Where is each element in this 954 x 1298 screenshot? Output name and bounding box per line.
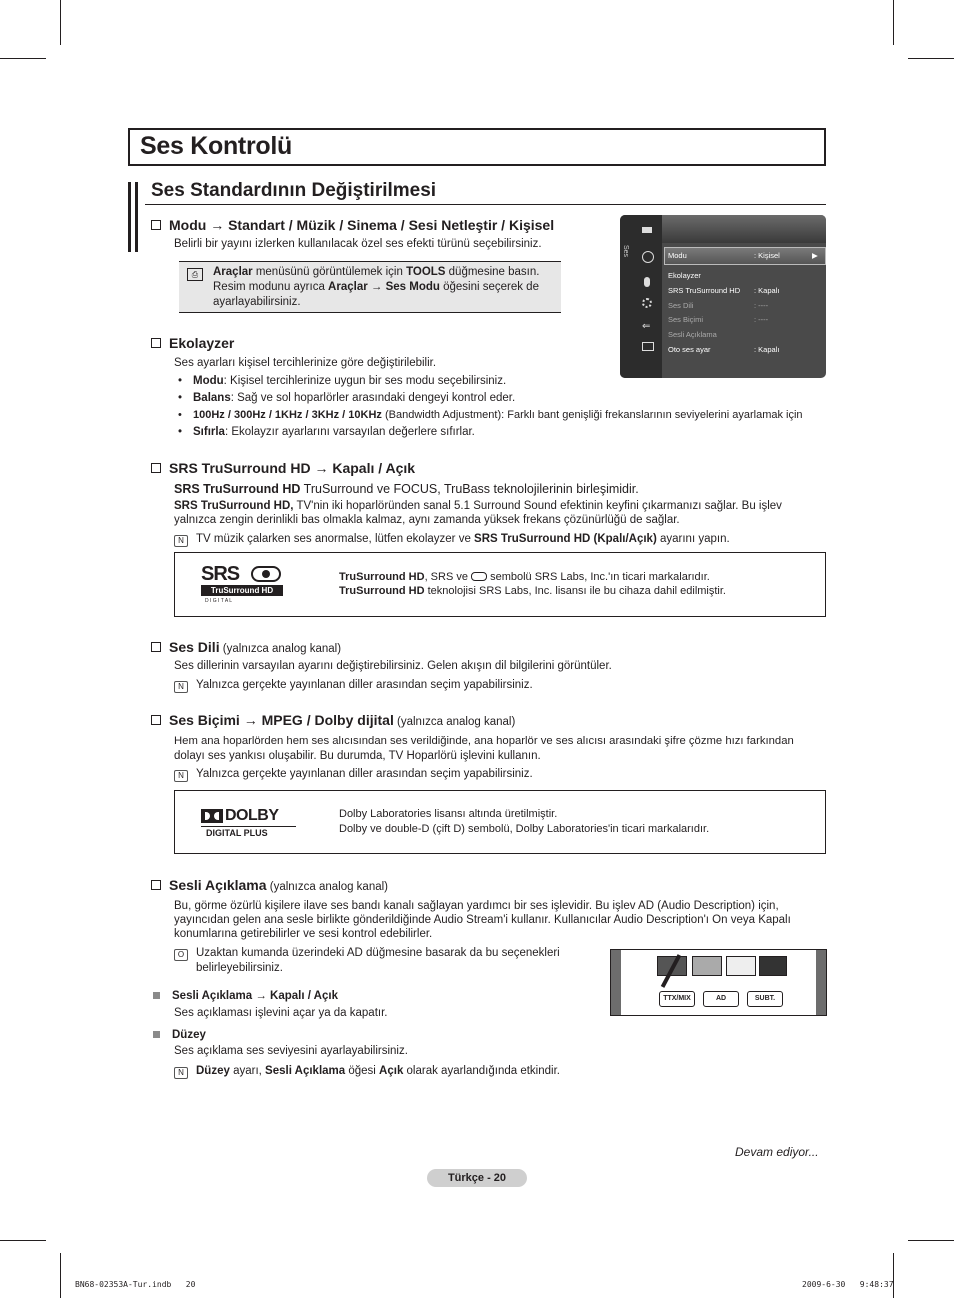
sub2-text: Ses açıklama ses seviyesini ayarlayabilirsiniz. [174,1045,408,1057]
continued-label: Devam ediyor... [735,1145,819,1159]
note-icon: N [174,535,188,547]
srs-line2: SRS TruSurround HD, TV'nin iki hoparlöründen sanal 5.1 Surround Sound efektinin keyfini çıkarmanızı sağlar. Bu işlev [174,500,782,512]
osd-row-modu[interactable]: Modu : Kişisel ▶ [668,251,818,260]
page-number: Türkçe - 20 [427,1169,527,1187]
osd-side-label: Ses [622,245,629,258]
srs-line3: yalnızca zengin derinlikli bas olmakla kalmaz, aynı zamanda yüksek frekans çözünürlüğü de sağlar. [174,514,680,526]
crop-mark [893,1253,894,1298]
osd-row-srs[interactable]: SRS TruSurround HD : Kapalı [668,286,780,295]
trusurround-label: TruSurround HD [201,585,283,596]
tv-osd-menu [620,215,826,378]
osd-selected-row[interactable] [664,247,826,265]
dolby-box-line2: Dolby ve double-D (çift D) sembolü, Dolby Laboratories'in ticari markalarıdır. [339,823,710,835]
section-bar [135,182,138,252]
ekolayzer-list [178,374,828,442]
sesli-note2: N Düzey ayarı, Sesli Açıklama öğesi Açık olarak ayarlandığında etkindir. [174,1064,560,1079]
ekolayzer-text: Ses ayarları kişisel tercihlerinize göre değiştirilebilir. [174,357,437,369]
note-icon: N [174,681,188,693]
sesli-line3: konumlarına getirebilirler ve sesi kontrol edebilirler. [174,928,433,940]
crop-mark [60,0,61,45]
ad-button: AD [703,991,739,1007]
page-title: Ses Kontrolü [140,132,292,160]
osd-row-ekolayzer[interactable]: Ekolayzer [668,271,701,280]
color-button-blue [759,956,787,976]
color-button-green [692,956,722,976]
ses-bicimi-line2: dolayı ses yankısı oluşabilir. Bu durumda, TV Hoparlörü işlevini kullanın. [174,750,541,762]
dolby-box-line1: Dolby Laboratories lisansı altında üretilmiştir. [339,808,558,820]
srs-box-line2: TruSurround HD teknolojisi SRS Labs, Inc. lisansı ile bu cihaza dahil edilmiştir. [339,585,726,597]
crop-mark [893,0,894,45]
square-bullet-icon [153,1031,160,1038]
ses-bicimi-note: N Yalnızca gerçekte yayınlanan diller arasından seçim yapabilirsiniz. [174,767,533,782]
double-d-icon [201,809,223,823]
dolby-logo [201,809,296,843]
sesli-aciklama-heading: Sesli Açıklama (yalnızca analog kanal) [151,877,388,893]
srs-logo-box [174,552,826,617]
digital-label: D I G I T A L [205,598,233,604]
osd-row-oto-ses[interactable]: Oto ses ayar : Kapalı [668,345,780,354]
ses-dili-text: Ses dillerinin varsayılan ayarını değiştirebilirsiniz. Gelen akışın dil bilgilerini görüntüler. [174,660,612,672]
tools-note-box [179,261,561,313]
srs-circle-icon [251,566,281,582]
sub1-heading: Sesli Açıklama → Kapalı / Açık [153,989,338,1004]
crop-mark [0,1240,46,1241]
note-icon: N [174,770,188,782]
ttx-mix-button: TTX/MIX [659,991,695,1007]
sesli-line2: yayıncıdan gelen ana sesle birlikte gönderildiğinde Audio Stream'i kullanır. Kullanıcılar Audio Description'ı On veya Kapalı [174,914,791,926]
ses-bicimi-heading: Ses Biçimi → MPEG / Dolby dijital (yalnızca analog kanal) [151,712,515,728]
srs-box-line1: TruSurround HD, SRS ve sembolü SRS Labs, Inc.'ın ticari markalarıdır. [339,571,710,583]
digital-plus-label: DIGITAL PLUS [201,826,296,839]
sesli-note-line2: belirleyebilirsiniz. [196,962,283,974]
list-item: • 100Hz / 300Hz / 1KHz / 3KHz / 10KHz (Bandwidth Adjustment): Farklı bant genişliği frekanslarının seviyelerini ayarlamak için [178,409,803,421]
setup-gear-icon [642,298,652,308]
section-rule [145,204,826,205]
remote-note-icon: O [174,949,188,961]
checkbox-icon [151,220,161,230]
play-arrow-icon: ▶ [812,251,818,260]
crop-mark [908,58,954,59]
tools-note-line2: Resim modunu ayrıca Araçlar → Ses Modu öğesini seçerek de [213,281,539,293]
color-button-yellow [726,956,756,976]
crop-mark [60,1253,61,1298]
srs-logo [201,563,286,605]
section-bar [128,182,131,252]
ekolayzer-heading: Ekolayzer [151,335,234,351]
picture-icon [642,227,652,233]
srs-note: N TV müzik çalarken ses anormalse, lütfen ekolayzer ve SRS TruSurround HD (Kpalı/Açık) ayarını yapın. [174,532,730,547]
list-item: • Sıfırla: Ekolayzır ayarlarını varsayılan değerlere sıfırlar. [178,426,475,438]
checkbox-icon [151,463,161,473]
footer-file: BN68-02353A-Tur.indb 20 [75,1280,196,1289]
osd-header [662,215,826,243]
tools-note-line3: ayarlayabilirsiniz. [213,296,301,308]
app-icon [642,342,654,351]
osd-row-ses-bicimi: Ses Biçimi : ---- [668,315,769,324]
sesli-note-line1: O Uzaktan kumanda üzerindeki AD düğmesine basarak da bu seçenekleri [174,946,560,961]
srs-heading: SRS TruSurround HD → Kapalı / Açık [151,460,415,476]
remote-edge [816,950,826,1015]
remote-illustration [610,949,827,1016]
section-title: Ses Standardının Değiştirilmesi [151,180,437,201]
ses-dili-note: N Yalnızca gerçekte yayınlanan diller arasından seçim yapabilirsiniz. [174,678,533,693]
srs-line1: SRS TruSurround HD TruSurround ve FOCUS, TruBass teknolojilerinin birleşimidir. [174,482,639,496]
sub1-text: Ses açıklaması işlevini açar ya da kapatır. [174,1007,388,1019]
footer-date: 2009-6-30 9:48:37 [802,1280,894,1289]
tools-note-line1: Araçlar menüsünü görüntülemek için TOOLS düğmesine basın. [213,266,540,278]
square-bullet-icon [153,992,160,999]
checkbox-icon [151,338,161,348]
list-item: • Balans: Sağ ve sol hoparlörler arasındaki dengeyi kontrol eder. [178,392,516,404]
page-title-box [128,128,826,166]
srs-logo-text: SRS [201,563,240,585]
crop-mark [908,1240,954,1241]
modu-heading: Modu → Standart / Müzik / Sinema / Sesi Netleştir / Kişisel [151,217,554,233]
channel-icon [644,277,650,287]
dolby-logo-box [174,790,826,854]
checkbox-icon [151,642,161,652]
note-icon: N [174,1067,188,1079]
osd-row-ses-dili: Ses Dili : ---- [668,301,769,310]
ses-dili-heading: Ses Dili (yalnızca analog kanal) [151,639,341,655]
subt-button: SUBT. [747,991,783,1007]
remote-edge [611,950,621,1015]
ses-bicimi-line1: Hem ana hoparlörden hem ses alıcısından ses verildiğinde, ana hoparlör ve ses alıcısı arasındaki şifre çözme hızı farkından [174,735,794,747]
checkbox-icon [151,880,161,890]
osd-row-sesli-aciklama: Sesli Açıklama [668,330,717,339]
osd-sidebar [620,215,662,378]
dolby-logo-text: DOLBY [225,807,279,824]
list-item: • Modu: Kişisel tercihlerinize uygun bir ses modu seçebilirsiniz. [178,375,507,387]
sesli-line1: Bu, görme özürlü kişilere ilave ses bandı kanalı sağlayan yardımcı bir ses işlevidir. Bu işlev AD (Audio Description) için, [174,900,779,912]
srs-symbol-icon [471,572,487,581]
modu-text: Belirli bir yayını izlerken kullanılacak özel ses efekti türünü seçebilirsiniz. [174,238,542,250]
input-icon: ⇐ [642,321,651,332]
crop-mark [0,58,46,59]
sound-icon [642,251,654,263]
sub2-heading: Düzey [153,1028,206,1043]
checkbox-icon [151,715,161,725]
tools-icon: ⎙ [187,268,203,281]
